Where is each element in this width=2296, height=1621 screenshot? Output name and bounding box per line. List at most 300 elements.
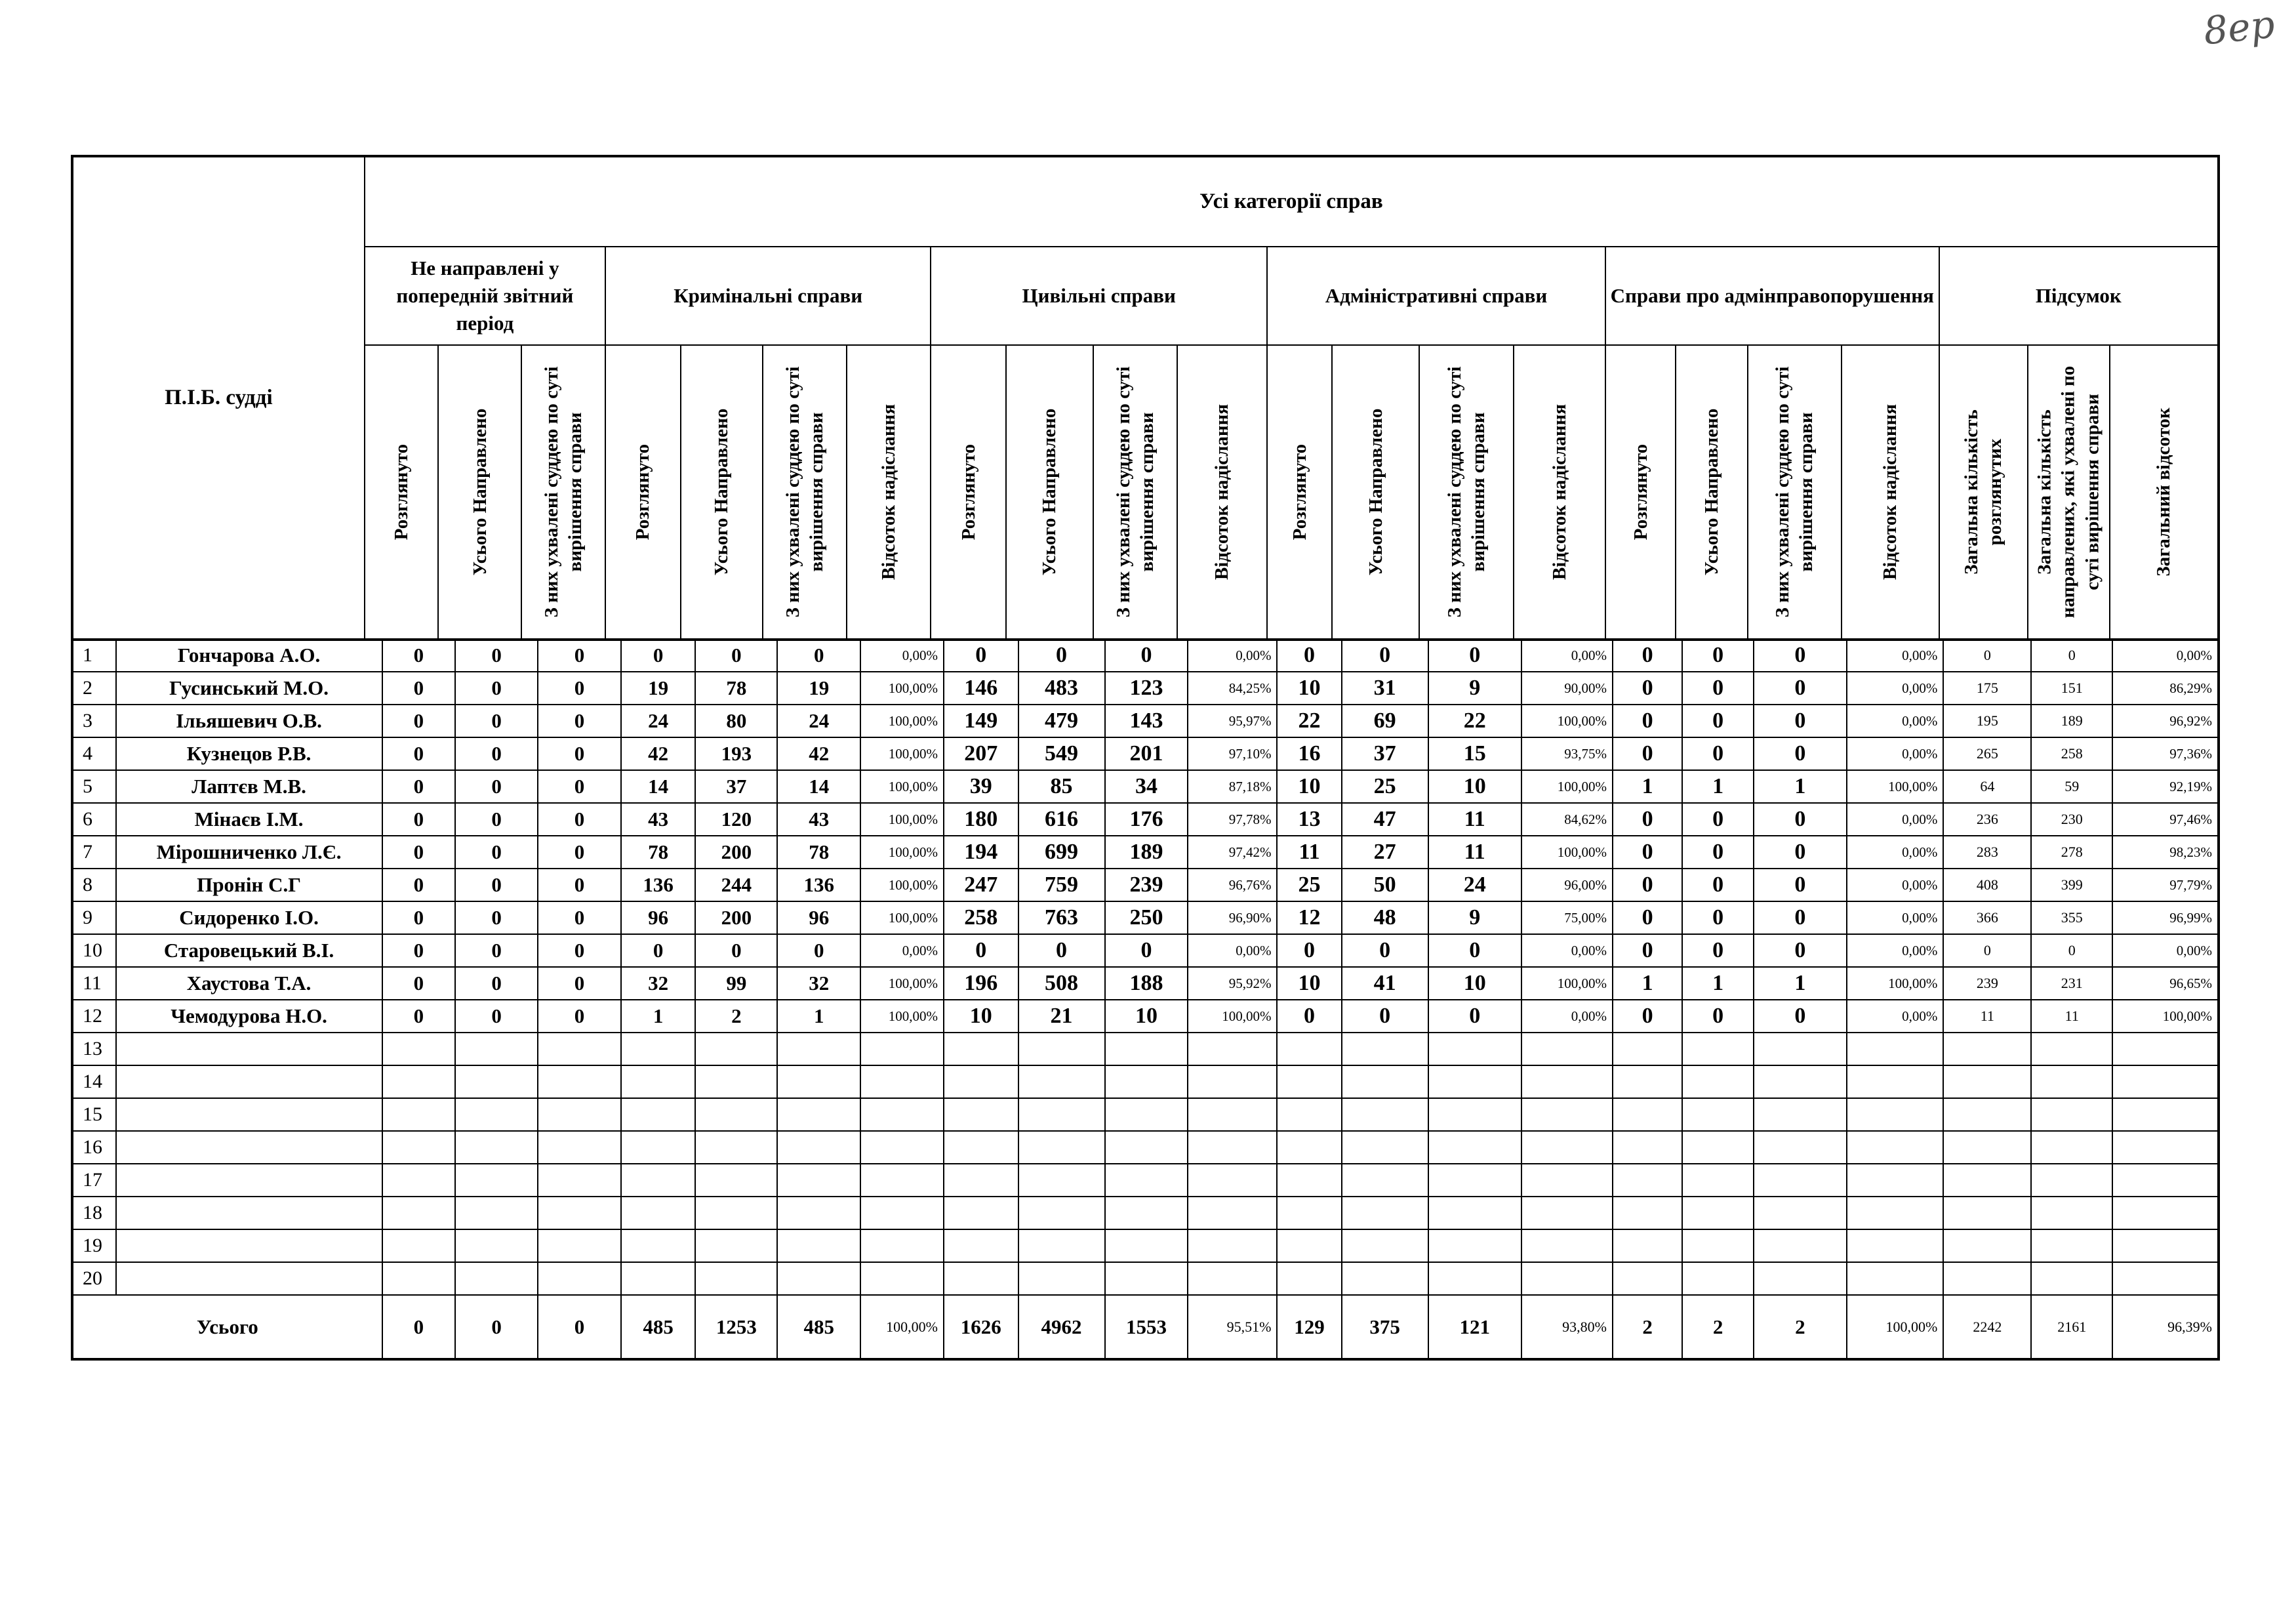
column-header — [1676, 345, 1747, 640]
table-cell: 24 — [621, 705, 696, 737]
table-cell: 120 — [695, 803, 777, 836]
table-cell — [1613, 1098, 1682, 1131]
table-cell: 32 — [621, 967, 696, 1000]
table-cell: 483 — [1018, 672, 1105, 705]
table-cell: 11 — [1943, 1000, 2031, 1033]
table-cell: 0 — [1277, 639, 1341, 672]
table-cell: 96,92% — [2112, 705, 2219, 737]
column-header-label: Розглянуто — [957, 443, 979, 541]
judge-name: Мінаєв І.М. — [116, 803, 382, 836]
table-cell: 0 — [1682, 639, 1753, 672]
table-cell: 0 — [1613, 869, 1682, 901]
table-cell: 0 — [1613, 705, 1682, 737]
table-cell — [455, 1262, 538, 1295]
column-header — [2028, 345, 2110, 640]
table-cell — [1943, 1131, 2031, 1164]
table-cell — [1521, 1131, 1613, 1164]
total-cell: 0 — [538, 1295, 621, 1359]
row-number: 19 — [72, 1229, 116, 1262]
table-cell: 39 — [944, 770, 1018, 803]
table-cell: 78 — [777, 836, 860, 869]
table-cell: 0 — [1754, 836, 1847, 869]
table-cell: 0,00% — [1521, 639, 1613, 672]
table-cell: 0,00% — [1521, 934, 1613, 967]
table-cell: 0 — [382, 803, 456, 836]
table-cell — [1342, 1098, 1428, 1131]
table-cell: 1 — [621, 1000, 696, 1033]
row-number: 20 — [72, 1262, 116, 1295]
table-cell: 0 — [455, 869, 538, 901]
table-cell: 0 — [455, 803, 538, 836]
table-cell: 0 — [538, 836, 621, 869]
table-cell: 99 — [695, 967, 777, 1000]
table-cell — [1188, 1098, 1277, 1131]
table-cell: 0 — [1613, 934, 1682, 967]
table-cell — [1018, 1164, 1105, 1197]
table-cell: 0 — [1682, 901, 1753, 934]
table-cell — [1847, 1197, 1943, 1229]
table-cell: 189 — [1105, 836, 1188, 869]
table-cell — [1188, 1033, 1277, 1065]
column-header — [1605, 345, 1676, 640]
table-cell — [777, 1164, 860, 1197]
table-cell: 479 — [1018, 705, 1105, 737]
table-cell — [860, 1197, 944, 1229]
table-cell: 0 — [1428, 639, 1521, 672]
column-header — [681, 345, 763, 640]
table-cell — [2031, 1131, 2112, 1164]
table-cell — [1521, 1262, 1613, 1295]
table-cell: 100,00% — [1847, 770, 1943, 803]
table-cell: 22 — [1277, 705, 1341, 737]
table-cell: 0 — [382, 967, 456, 1000]
table-cell: 193 — [695, 737, 777, 770]
group-header: Підсумок — [1939, 247, 2219, 345]
table-cell — [2112, 1229, 2219, 1262]
table-cell — [1018, 1229, 1105, 1262]
table-cell: 549 — [1018, 737, 1105, 770]
column-header-label: З них ухвалені суддею по суті вирішення справи — [1443, 366, 1489, 618]
table-cell: 759 — [1018, 869, 1105, 901]
table-cell — [1105, 1262, 1188, 1295]
table-cell — [382, 1164, 456, 1197]
table-cell — [116, 1164, 382, 1197]
table-row — [72, 1000, 2219, 1033]
table-cell: 0 — [1754, 672, 1847, 705]
group-header: Кримінальні справи — [605, 247, 931, 345]
table-cell: 0,00% — [2112, 639, 2219, 672]
table-cell — [1105, 1098, 1188, 1131]
table-cell — [1188, 1197, 1277, 1229]
table-cell: 100,00% — [1521, 836, 1613, 869]
table-cell: 189 — [2031, 705, 2112, 737]
table-cell — [1754, 1262, 1847, 1295]
table-cell: 0 — [1105, 639, 1188, 672]
total-cell: 93,80% — [1521, 1295, 1613, 1359]
table-cell — [860, 1229, 944, 1262]
table-cell: 149 — [944, 705, 1018, 737]
table-cell: 0 — [538, 737, 621, 770]
total-cell: 2242 — [1943, 1295, 2031, 1359]
table-cell: 0 — [944, 639, 1018, 672]
table-cell — [1342, 1262, 1428, 1295]
table-cell — [1943, 1262, 2031, 1295]
table-cell: 11 — [1428, 803, 1521, 836]
group-header: Адміністративні справи — [1267, 247, 1605, 345]
table-cell — [1754, 1197, 1847, 1229]
table-cell — [1943, 1197, 2031, 1229]
table-row — [72, 770, 2219, 803]
table-cell: 16 — [1277, 737, 1341, 770]
table-cell: 27 — [1342, 836, 1428, 869]
table-cell: 0 — [455, 1000, 538, 1033]
all-categories-header: Усі категорії справ — [365, 156, 2219, 247]
table-cell — [1428, 1229, 1521, 1262]
table-cell: 100,00% — [1847, 967, 1943, 1000]
table-cell: 0 — [2031, 934, 2112, 967]
table-cell: 0,00% — [1847, 737, 1943, 770]
table-cell — [944, 1131, 1018, 1164]
column-header — [1419, 345, 1513, 640]
table-cell — [2031, 1033, 2112, 1065]
table-cell — [1847, 1164, 1943, 1197]
table-cell: 80 — [695, 705, 777, 737]
row-number: 9 — [72, 901, 116, 934]
table-cell — [1342, 1131, 1428, 1164]
column-header-label: Усього Направлено — [1701, 408, 1722, 576]
row-number: 11 — [72, 967, 116, 1000]
table-cell: 1 — [1613, 770, 1682, 803]
table-cell — [621, 1065, 696, 1098]
table-cell: 43 — [777, 803, 860, 836]
table-cell — [1682, 1164, 1753, 1197]
table-cell: 195 — [1943, 705, 2031, 737]
table-cell: 10 — [1105, 1000, 1188, 1033]
handwritten-annotation: 8ер — [2201, 1, 2277, 54]
table-cell: 0 — [1943, 934, 2031, 967]
table-cell — [455, 1033, 538, 1065]
table-cell: 42 — [777, 737, 860, 770]
column-header — [1842, 345, 1939, 640]
table-cell: 98,23% — [2112, 836, 2219, 869]
table-cell: 100,00% — [860, 705, 944, 737]
table-cell: 21 — [1018, 1000, 1105, 1033]
table-cell: 96,00% — [1521, 869, 1613, 901]
table-cell — [382, 1131, 456, 1164]
table-cell: 10 — [1428, 967, 1521, 1000]
column-header — [763, 345, 847, 640]
table-cell: 0 — [382, 901, 456, 934]
group-header: Цивільні справи — [931, 247, 1267, 345]
table-cell: 0 — [1613, 836, 1682, 869]
table-cell: 47 — [1342, 803, 1428, 836]
table-row — [72, 1164, 2219, 1197]
row-number: 10 — [72, 934, 116, 967]
table-cell — [944, 1164, 1018, 1197]
table-cell: 0 — [1613, 1000, 1682, 1033]
table-cell — [944, 1098, 1018, 1131]
table-cell: 0 — [1754, 705, 1847, 737]
column-header-label: З них ухвалені суддею по суті вирішення справи — [1772, 366, 1817, 618]
judge-name: Пронін С.Г — [116, 869, 382, 901]
table-cell: 0 — [455, 836, 538, 869]
table-cell: 100,00% — [1521, 967, 1613, 1000]
total-cell: 2161 — [2031, 1295, 2112, 1359]
table-cell: 9 — [1428, 672, 1521, 705]
table-cell: 146 — [944, 672, 1018, 705]
table-cell — [944, 1065, 1018, 1098]
table-cell: 100,00% — [1521, 705, 1613, 737]
table-cell — [1105, 1065, 1188, 1098]
table-cell — [1613, 1033, 1682, 1065]
table-cell — [1613, 1131, 1682, 1164]
table-cell — [1521, 1164, 1613, 1197]
table-cell: 12 — [1277, 901, 1341, 934]
table-cell: 100,00% — [860, 770, 944, 803]
table-cell — [860, 1131, 944, 1164]
table-cell: 230 — [2031, 803, 2112, 836]
table-cell: 22 — [1428, 705, 1521, 737]
table-cell: 0 — [455, 770, 538, 803]
table-cell — [944, 1229, 1018, 1262]
table-cell: 0 — [621, 934, 696, 967]
table-cell: 19 — [777, 672, 860, 705]
table-cell: 100,00% — [1188, 1000, 1277, 1033]
table-row — [72, 1197, 2219, 1229]
table-cell: 123 — [1105, 672, 1188, 705]
column-header-label: Розглянуто — [1289, 443, 1310, 541]
judge-name: Хаустова Т.А. — [116, 967, 382, 1000]
table-row — [72, 705, 2219, 737]
table-cell: 0 — [455, 705, 538, 737]
row-number: 13 — [72, 1033, 116, 1065]
table-cell: 85 — [1018, 770, 1105, 803]
judge-name: Гончарова А.О. — [116, 639, 382, 672]
table-cell: 239 — [1943, 967, 2031, 1000]
table-cell: 0 — [382, 770, 456, 803]
total-cell: 100,00% — [860, 1295, 944, 1359]
table-cell — [1428, 1131, 1521, 1164]
table-cell: 100,00% — [860, 967, 944, 1000]
table-cell — [382, 1229, 456, 1262]
column-header-label: Відсоток надіслання — [878, 403, 900, 581]
column-header — [1267, 345, 1332, 640]
table-cell: 100,00% — [860, 737, 944, 770]
table-cell — [455, 1065, 538, 1098]
table-cell — [455, 1131, 538, 1164]
judge-name: Кузнецов Р.В. — [116, 737, 382, 770]
table-cell — [777, 1098, 860, 1131]
table-cell — [621, 1131, 696, 1164]
table-cell: 10 — [1277, 770, 1341, 803]
table-cell: 43 — [621, 803, 696, 836]
table-cell: 11 — [1277, 836, 1341, 869]
table-cell — [382, 1197, 456, 1229]
table-cell: 200 — [695, 836, 777, 869]
table-cell: 10 — [1428, 770, 1521, 803]
table-cell: 0 — [382, 1000, 456, 1033]
table-cell — [382, 1065, 456, 1098]
row-number: 14 — [72, 1065, 116, 1098]
table-cell: 0 — [777, 639, 860, 672]
total-cell: 0 — [455, 1295, 538, 1359]
total-cell: 2 — [1613, 1295, 1682, 1359]
table-cell: 0 — [1754, 803, 1847, 836]
table-cell — [1943, 1229, 2031, 1262]
table-row — [72, 901, 2219, 934]
table-cell: 100,00% — [860, 836, 944, 869]
table-cell — [1105, 1033, 1188, 1065]
table-cell — [1754, 1098, 1847, 1131]
table-cell: 244 — [695, 869, 777, 901]
table-cell — [1105, 1131, 1188, 1164]
table-cell — [1342, 1164, 1428, 1197]
table-cell: 0 — [1682, 705, 1753, 737]
table-cell: 25 — [1277, 869, 1341, 901]
table-cell: 0 — [1428, 1000, 1521, 1033]
table-cell: 0 — [455, 934, 538, 967]
table-cell: 0 — [382, 869, 456, 901]
table-cell: 64 — [1943, 770, 2031, 803]
row-number: 4 — [72, 737, 116, 770]
table-cell: 14 — [777, 770, 860, 803]
row-number: 18 — [72, 1197, 116, 1229]
table-cell: 97,79% — [2112, 869, 2219, 901]
table-cell: 1 — [1613, 967, 1682, 1000]
table-cell: 0 — [1277, 934, 1341, 967]
total-label: Усього — [72, 1295, 382, 1359]
table-cell: 32 — [777, 967, 860, 1000]
total-cell: 1626 — [944, 1295, 1018, 1359]
column-header — [847, 345, 931, 640]
table-cell: 42 — [621, 737, 696, 770]
table-cell: 50 — [1342, 869, 1428, 901]
table-cell: 0 — [538, 803, 621, 836]
table-cell — [1521, 1098, 1613, 1131]
table-cell — [695, 1197, 777, 1229]
table-cell — [1613, 1065, 1682, 1098]
column-header-label: Загальна кількість направлених, які ухвалені по суті вирішення справи — [2034, 365, 2103, 619]
total-cell: 2 — [1754, 1295, 1847, 1359]
table-cell: 0 — [1754, 901, 1847, 934]
table-cell: 78 — [695, 672, 777, 705]
row-number: 8 — [72, 869, 116, 901]
table-cell: 258 — [944, 901, 1018, 934]
table-cell: 100,00% — [2112, 1000, 2219, 1033]
table-cell: 0,00% — [1847, 672, 1943, 705]
table-cell — [382, 1033, 456, 1065]
table-cell: 616 — [1018, 803, 1105, 836]
table-cell — [1018, 1131, 1105, 1164]
table-cell: 97,42% — [1188, 836, 1277, 869]
column-header — [931, 345, 1006, 640]
table-cell: 37 — [1342, 737, 1428, 770]
table-cell: 9 — [1428, 901, 1521, 934]
table-cell: 0 — [455, 672, 538, 705]
table-cell — [695, 1164, 777, 1197]
table-row — [72, 1262, 2219, 1295]
table-row — [72, 803, 2219, 836]
table-cell: 0 — [1754, 1000, 1847, 1033]
column-header-label: Усього Направлено — [1039, 408, 1060, 576]
table-cell: 96 — [777, 901, 860, 934]
table-cell: 1 — [777, 1000, 860, 1033]
column-header — [1939, 345, 2028, 640]
column-header-label: Загальний відсоток — [2153, 407, 2175, 577]
table-cell: 0 — [1613, 737, 1682, 770]
column-header — [1006, 345, 1093, 640]
column-header — [1748, 345, 1842, 640]
table-cell: 143 — [1105, 705, 1188, 737]
table-row — [72, 967, 2219, 1000]
table-cell — [2031, 1164, 2112, 1197]
table-cell — [860, 1065, 944, 1098]
column-header-label: Відсоток надіслання — [1548, 403, 1570, 581]
table-cell: 236 — [1943, 803, 2031, 836]
table-cell: 100,00% — [860, 869, 944, 901]
table-cell: 100,00% — [1521, 770, 1613, 803]
table-cell: 19 — [621, 672, 696, 705]
table-cell — [695, 1262, 777, 1295]
table-header — [71, 155, 2220, 641]
table-cell: 0 — [382, 836, 456, 869]
table-cell: 48 — [1342, 901, 1428, 934]
table-cell: 0 — [1342, 1000, 1428, 1033]
table-cell — [1682, 1197, 1753, 1229]
column-header-label: Відсоток надіслання — [1211, 403, 1233, 581]
table-cell — [1428, 1065, 1521, 1098]
table-cell: 14 — [621, 770, 696, 803]
table-cell: 0,00% — [1847, 901, 1943, 934]
table-cell: 188 — [1105, 967, 1188, 1000]
table-cell — [1613, 1229, 1682, 1262]
table-cell: 196 — [944, 967, 1018, 1000]
column-header — [1093, 345, 1177, 640]
table-cell — [1754, 1131, 1847, 1164]
table-cell: 0 — [1943, 639, 2031, 672]
table-cell — [1018, 1098, 1105, 1131]
table-cell: 0 — [455, 639, 538, 672]
table-cell — [2112, 1262, 2219, 1295]
table-cell — [538, 1033, 621, 1065]
table-cell: 0 — [1682, 934, 1753, 967]
table-cell: 0,00% — [1847, 1000, 1943, 1033]
table-cell: 0 — [538, 1000, 621, 1033]
table-cell — [1428, 1033, 1521, 1065]
table-cell — [1943, 1164, 2031, 1197]
table-cell — [538, 1229, 621, 1262]
table-cell — [116, 1065, 382, 1098]
table-cell — [1682, 1131, 1753, 1164]
table-cell: 278 — [2031, 836, 2112, 869]
table-cell — [1018, 1197, 1105, 1229]
table-cell — [1428, 1197, 1521, 1229]
table-cell: 97,78% — [1188, 803, 1277, 836]
table-cell: 699 — [1018, 836, 1105, 869]
table-cell — [538, 1197, 621, 1229]
table-cell — [1847, 1262, 1943, 1295]
table-cell: 84,62% — [1521, 803, 1613, 836]
table-cell: 0 — [1682, 672, 1753, 705]
table-cell — [116, 1033, 382, 1065]
judge-name: Мірошниченко Л.Є. — [116, 836, 382, 869]
row-number: 6 — [72, 803, 116, 836]
table-cell: 250 — [1105, 901, 1188, 934]
table-cell — [1847, 1131, 1943, 1164]
table-cell — [621, 1229, 696, 1262]
column-header-label: З них ухвалені суддею по суті вирішення справи — [1112, 366, 1158, 618]
table-row — [72, 934, 2219, 967]
